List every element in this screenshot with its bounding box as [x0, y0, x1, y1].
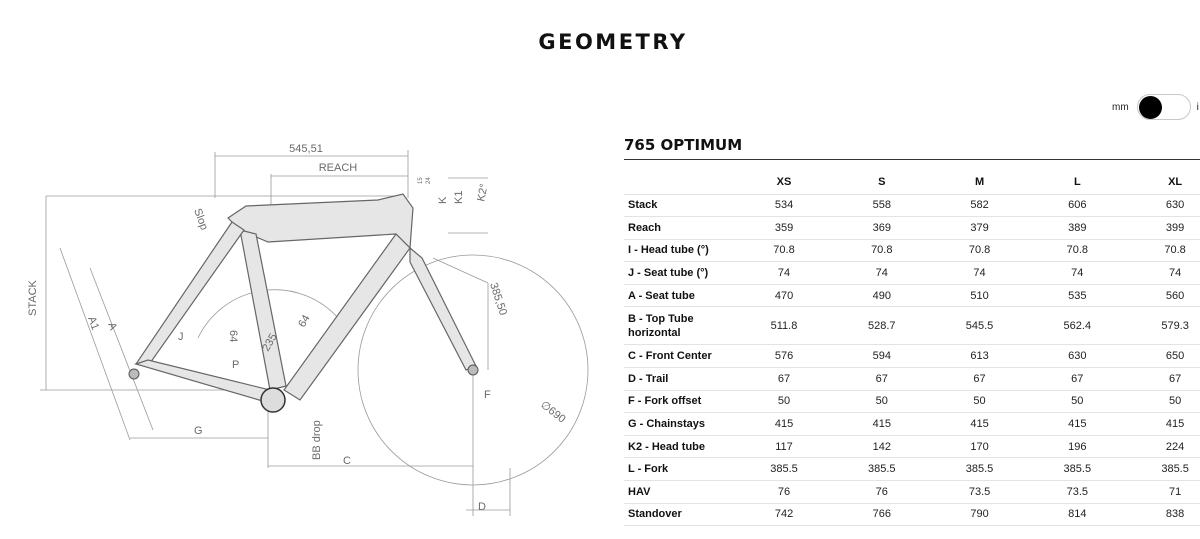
bike-frame: [136, 194, 476, 402]
table-row: [624, 262, 1200, 285]
table-row: [624, 503, 1200, 526]
header-empty-cell: [624, 170, 735, 194]
cell-value: 385.5: [833, 458, 931, 481]
cell-value: 535: [1028, 284, 1126, 307]
cell-value: 613: [931, 345, 1029, 368]
cell-value: 50: [833, 390, 931, 413]
cell-value: 76: [735, 481, 833, 504]
bottom-bracket: [261, 388, 285, 412]
cell-value: 630: [1028, 345, 1126, 368]
cell-value: 67: [931, 368, 1029, 391]
v64a-label: 64: [227, 330, 239, 343]
d-label: D: [478, 501, 486, 513]
k2-label: K2°: [475, 182, 491, 203]
cell-value: 70.8: [735, 239, 833, 262]
table-row: [624, 307, 1200, 345]
f-label: F: [484, 389, 491, 401]
cell-value: 224: [1126, 435, 1200, 458]
table-row: [624, 194, 1200, 217]
stack-label: STACK: [27, 280, 39, 316]
cell-value: 415: [735, 413, 833, 436]
cell-value: 470: [735, 284, 833, 307]
rear-hub: [129, 369, 139, 379]
model-title: 765 OPTIMUM: [624, 136, 743, 154]
table-row: [624, 413, 1200, 436]
front-hub: [468, 365, 478, 375]
v64b-label: 64: [296, 312, 313, 330]
cell-value: 67: [735, 368, 833, 391]
cell-value: 50: [735, 390, 833, 413]
table-header-row: [624, 170, 1200, 194]
k1-label: K1: [453, 190, 465, 204]
cell-value: 74: [1028, 262, 1126, 285]
row-label: J - Seat tube (°): [624, 262, 735, 285]
size-header-s: S: [833, 170, 931, 194]
cell-value: 385.5: [931, 458, 1029, 481]
size-header-xs: XS: [735, 170, 833, 194]
cell-value: 594: [833, 345, 931, 368]
cell-value: 545.5: [931, 307, 1029, 345]
cell-value: 399: [1126, 217, 1200, 240]
geometry-diagram: [18, 138, 598, 528]
cell-value: 73.5: [1028, 481, 1126, 504]
cell-value: 415: [1028, 413, 1126, 436]
cell-value: 511.8: [735, 307, 833, 345]
table-row: [624, 368, 1200, 391]
fork-length-label: 385,50: [487, 281, 509, 317]
model-title-rule: [624, 159, 1200, 160]
table-row: [624, 345, 1200, 368]
table-row: [624, 390, 1200, 413]
cell-value: 74: [1126, 262, 1200, 285]
cell-value: 385.5: [735, 458, 833, 481]
cell-value: 576: [735, 345, 833, 368]
cell-value: 582: [931, 194, 1029, 217]
cell-value: 558: [833, 194, 931, 217]
cell-value: 385.5: [1028, 458, 1126, 481]
cell-value: 67: [1028, 368, 1126, 391]
v235-label: 235: [260, 331, 280, 354]
unit-mm-label: mm: [1112, 101, 1129, 113]
row-label: F - Fork offset: [624, 390, 735, 413]
reach-value-label: 545,51: [289, 143, 323, 155]
cell-value: 766: [833, 503, 931, 526]
row-label: D - Trail: [624, 368, 735, 391]
cell-value: 70.8: [1126, 239, 1200, 262]
unit-switch[interactable]: [1137, 94, 1191, 120]
cell-value: 528.7: [833, 307, 931, 345]
size-header-l: L: [1028, 170, 1126, 194]
unit-in-label: i: [1196, 101, 1199, 113]
reach-label: REACH: [318, 162, 358, 174]
size-header-m: M: [931, 170, 1029, 194]
cell-value: 415: [1126, 413, 1200, 436]
table-row: [624, 284, 1200, 307]
cell-value: 170: [931, 435, 1029, 458]
row-label: HAV: [624, 481, 735, 504]
cell-value: 67: [1126, 368, 1200, 391]
row-label: K2 - Head tube: [624, 435, 735, 458]
k-small1-label: 15: [418, 177, 424, 184]
cell-value: 76: [833, 481, 931, 504]
cell-value: 70.8: [833, 239, 931, 262]
bb-drop-label: BB drop: [311, 420, 323, 460]
cell-value: 630: [1126, 194, 1200, 217]
cell-value: 838: [1126, 503, 1200, 526]
cell-value: 579.3: [1126, 307, 1200, 345]
cell-value: 142: [833, 435, 931, 458]
row-label: Stack: [624, 194, 735, 217]
cell-value: 359: [735, 217, 833, 240]
row-label: I - Head tube (°): [624, 239, 735, 262]
cell-value: 560: [1126, 284, 1200, 307]
table-row: [624, 458, 1200, 481]
cell-value: 510: [931, 284, 1029, 307]
cell-value: 70.8: [1028, 239, 1126, 262]
cell-value: 74: [931, 262, 1029, 285]
wheel-label: ∅690: [538, 398, 568, 426]
cell-value: 50: [1126, 390, 1200, 413]
cell-value: 71: [1126, 481, 1200, 504]
a-label: A: [105, 320, 119, 332]
cell-value: 196: [1028, 435, 1126, 458]
cell-value: 74: [833, 262, 931, 285]
cell-value: 490: [833, 284, 931, 307]
k-label: K: [437, 196, 449, 204]
cell-value: 50: [1028, 390, 1126, 413]
row-label: A - Seat tube: [624, 284, 735, 307]
row-label: G - Chainstays: [624, 413, 735, 436]
cell-value: 67: [833, 368, 931, 391]
table-row: [624, 435, 1200, 458]
unit-switch-knob[interactable]: [1139, 96, 1162, 119]
cell-value: 415: [833, 413, 931, 436]
cell-value: 74: [735, 262, 833, 285]
cell-value: 379: [931, 217, 1029, 240]
cell-value: 385.5: [1126, 458, 1200, 481]
g-label: G: [194, 425, 203, 437]
row-label: C - Front Center: [624, 345, 735, 368]
k-small2-label: 24: [426, 177, 432, 184]
row-label: L - Fork: [624, 458, 735, 481]
cell-value: 534: [735, 194, 833, 217]
size-header-xl: XL: [1126, 170, 1200, 194]
cell-value: 117: [735, 435, 833, 458]
cell-value: 790: [931, 503, 1029, 526]
cell-value: 814: [1028, 503, 1126, 526]
table-row: [624, 481, 1200, 504]
row-label: Reach: [624, 217, 735, 240]
slop-label: Slop: [191, 206, 210, 232]
cell-value: 70.8: [931, 239, 1029, 262]
cell-value: 73.5: [931, 481, 1029, 504]
cell-value: 606: [1028, 194, 1126, 217]
cell-value: 562.4: [1028, 307, 1126, 345]
j-label: J: [178, 331, 184, 343]
row-label: B - Top Tube horizontal: [624, 307, 735, 345]
p-label: P: [232, 359, 240, 371]
cell-value: 415: [931, 413, 1029, 436]
unit-toggle[interactable]: [1112, 93, 1199, 121]
cell-value: 389: [1028, 217, 1126, 240]
table-row: [624, 239, 1200, 262]
a1-label: A1: [85, 314, 102, 332]
cell-value: 650: [1126, 345, 1200, 368]
c-label: C: [343, 455, 351, 467]
page-title: GEOMETRY: [538, 30, 688, 54]
cell-value: 50: [931, 390, 1029, 413]
table-row: [624, 217, 1200, 240]
row-label: Standover: [624, 503, 735, 526]
geometry-table: [624, 170, 1200, 526]
cell-value: 369: [833, 217, 931, 240]
cell-value: 742: [735, 503, 833, 526]
